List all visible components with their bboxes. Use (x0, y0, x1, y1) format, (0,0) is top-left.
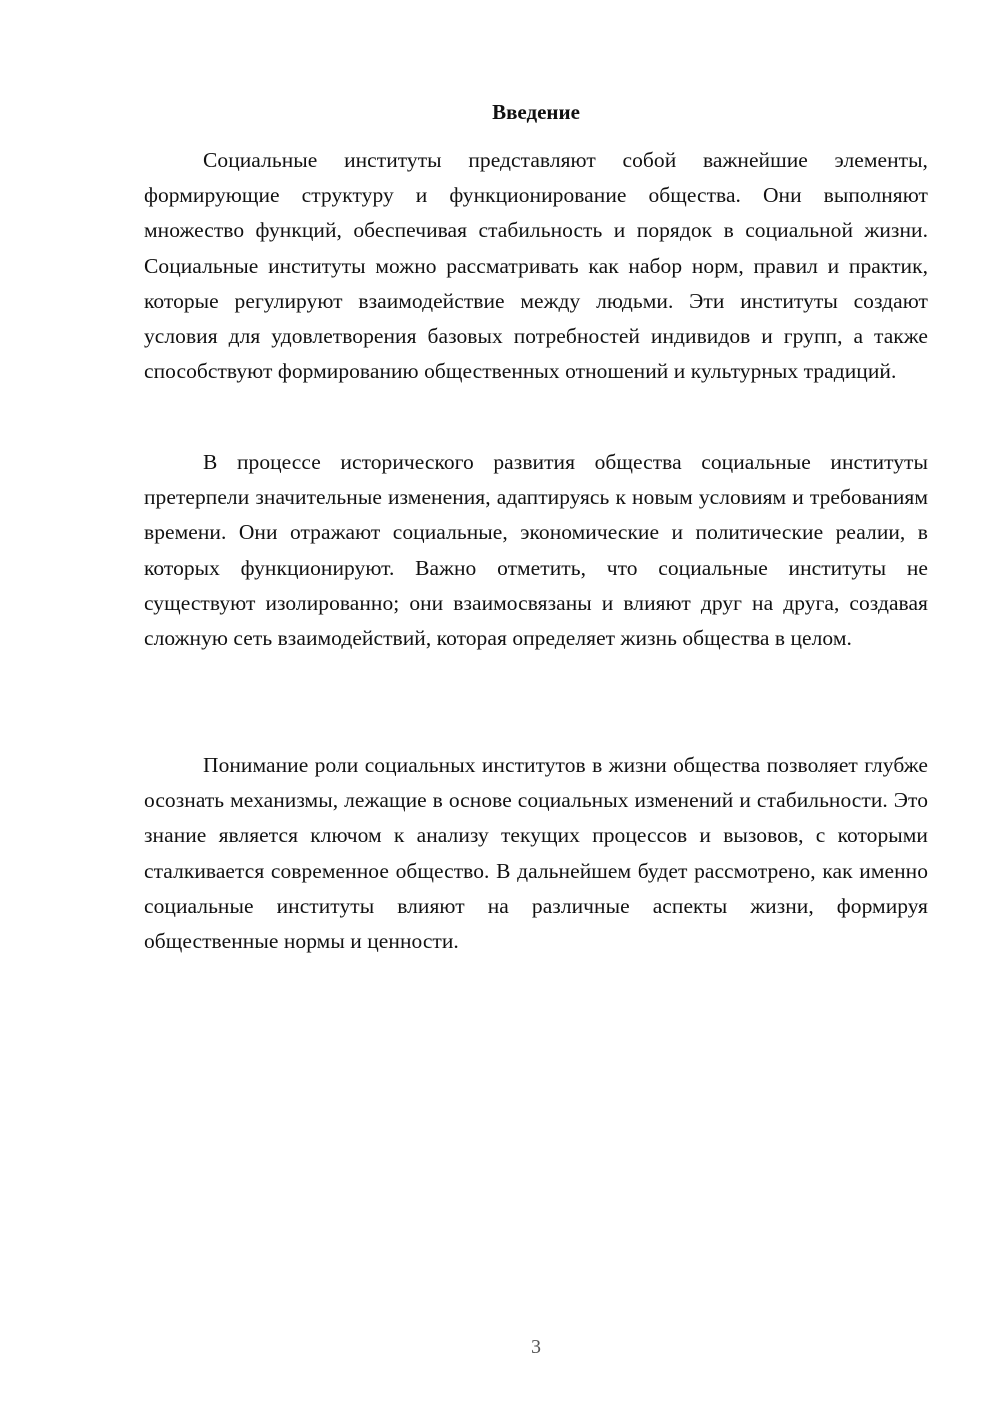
paragraph-1: Социальные институты представляют собой важнейшие элементы, формирующие структуру и функционирование общества. Они выполняют множество функций, обеспечивая стабильность и порядок в социальной жизни. Социальные институты можно рассматривать как набор норм, правил и практик, которые регулируют взаимодействие между людьми. Эти институты создают условия для удовлетворения базовых потребностей индивидов и групп, а также способствуют формированию общественных отношений и культурных традиций. (144, 148, 928, 384)
paragraph-2: В процессе исторического развития общества социальные институты претерпели значительные изменения, адаптируясь к новым условиям и требованиям времени. Они отражают социальные, экономические и политические реалии, в которых функционируют. Важно отметить, что социальные институты не существуют изолированно; они взаимосвязаны и влияют друг на друга, создавая сложную сеть взаимодействий, которая определяет жизнь общества в целом. (144, 450, 928, 651)
page-number: 3 (531, 1336, 541, 1358)
paragraph-3: Понимание роли социальных институтов в жизни общества позволяет глубже осознать механизмы, лежащие в основе социальных изменений и стабильности. Это знание является ключом к анализу текущих процессов и вызовов, с которыми сталкивается современное общество. В дальнейшем будет рассмотрено, как именно социальные институты влияют на различные аспекты жизни, формируя общественные нормы и ценности. (144, 753, 928, 954)
section-heading: Введение (492, 100, 580, 124)
